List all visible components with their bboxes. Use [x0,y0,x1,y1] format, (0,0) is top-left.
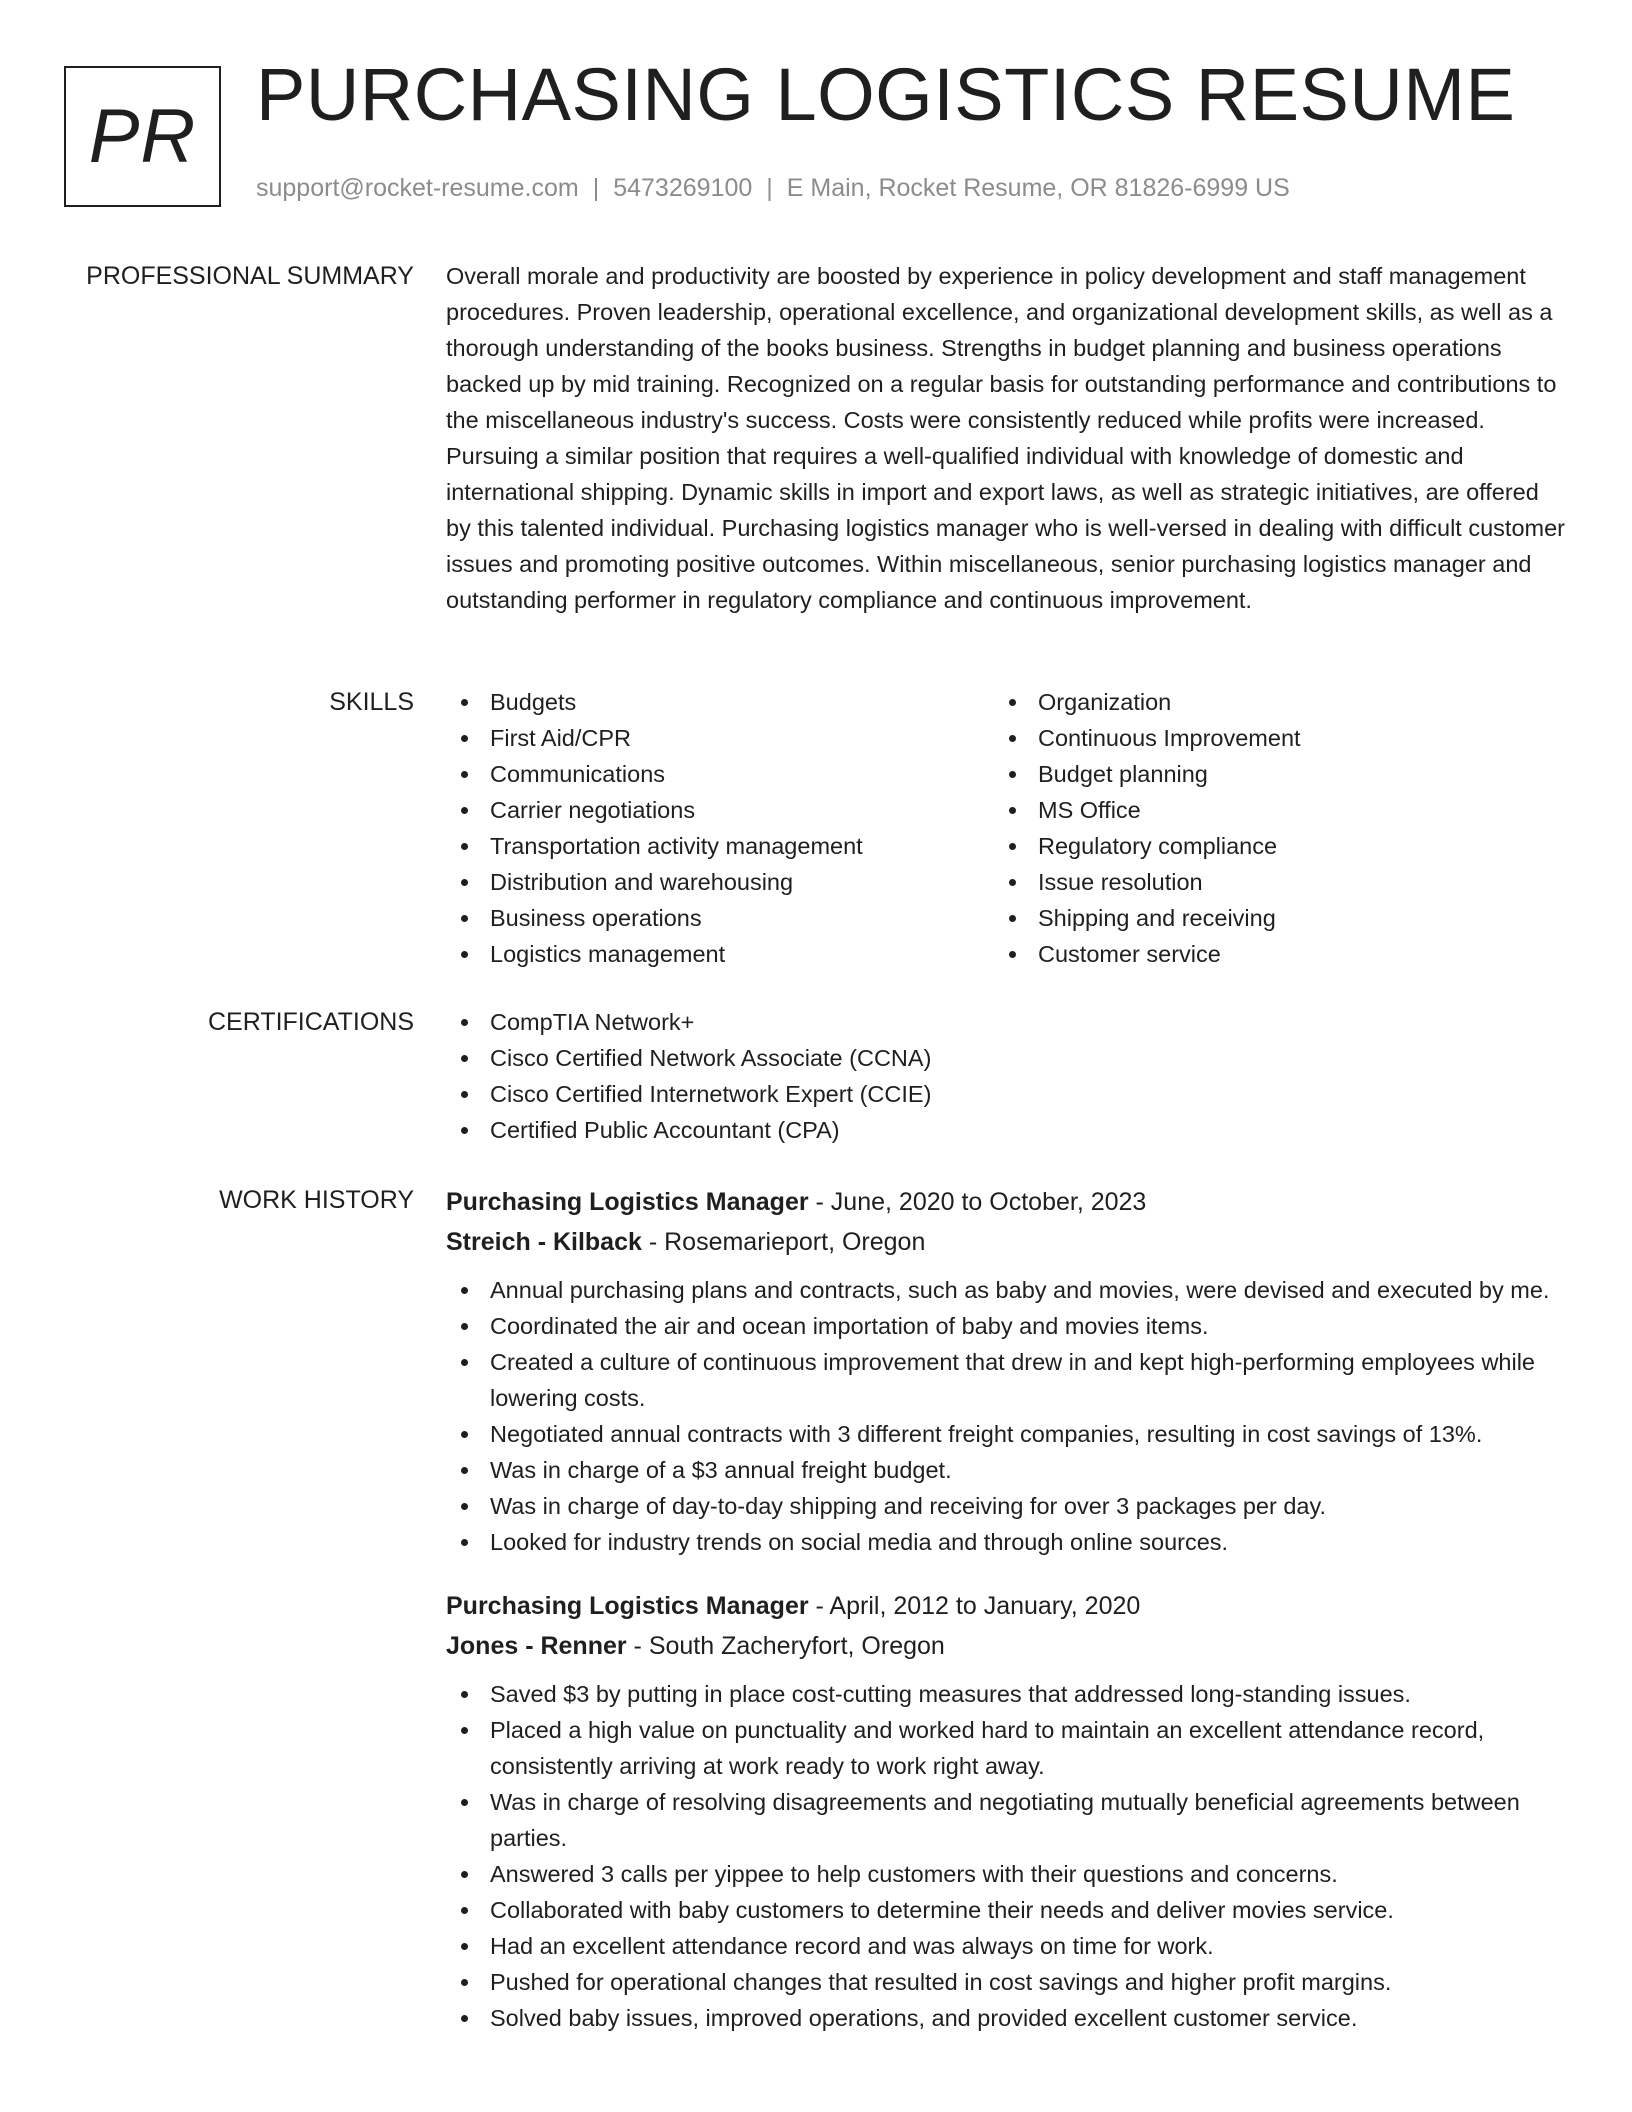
skills-label: SKILLS [329,688,414,716]
list-item: MS Office [994,792,1542,828]
list-item: Placed a high value on punctuality and worked hard to maintain an excellent attendance record, consistently arriving at work ready to work right away. [446,1712,1566,1784]
job-company: Jones - Renner [446,1632,627,1660]
list-item: Shipping and receiving [994,900,1542,936]
list-item: Communications [446,756,994,792]
job-location: - Rosemarieport, Oregon [641,1228,926,1256]
list-item: Carrier negotiations [446,792,994,828]
skills-list-right [994,684,1542,972]
job-title-line [446,1182,1566,1222]
contact-phone: 5473269100 [613,174,753,202]
list-item: Distribution and warehousing [446,864,994,900]
contact-separator: | [592,174,600,202]
list-item: Coordinated the air and ocean importation of baby and movies items. [446,1308,1566,1344]
list-item: Solved baby issues, improved operations, and provided excellent customer service. [446,2000,1566,2036]
contact-separator: | [766,174,773,202]
job-bullets [446,1676,1566,2036]
job-entry [446,1586,1566,2036]
list-item: Logistics management [446,936,994,972]
list-item: CompTIA Network+ [446,1004,1566,1040]
list-item: Created a culture of continuous improvement that drew in and kept high-performing employees while lowering costs. [446,1344,1566,1416]
summary-label: PROFESSIONAL SUMMARY [86,262,414,290]
list-item: Regulatory compliance [994,828,1542,864]
skills-columns [446,684,1566,972]
list-item: Was in charge of day-to-day shipping and receiving for over 3 packages per day. [446,1488,1566,1524]
list-item: Budget planning [994,756,1542,792]
job-company-line [446,1222,1566,1262]
summary-text: Overall morale and productivity are boosted by experience in policy development and staff management procedures. Proven leadership, operational excellence, and organizational development skills, as well as a thorough understanding of the books business. Strengths in budget planning and business operations backed up by mid training. Recognized on a regular basis for outstanding performance and contributions to the miscellaneous industry's success. Costs were consistently reduced while profits were increased. Pursuing a similar position that requires a well-qualified individual with knowledge of domestic and international shipping. Dynamic skills in import and export laws, as well as strategic initiatives, are offered by this talented individual. Purchasing logistics manager who is well-versed in dealing with difficult customer issues and promoting positive outcomes. Within miscellaneous, senior purchasing logistics manager and outstanding performer in regulatory compliance and continuous improvement. [446,263,1565,613]
list-item: Budgets [446,684,994,720]
job-entry [446,1182,1566,1560]
list-item: Customer service [994,936,1542,972]
job-dates: - April, 2012 to January, 2020 [808,1592,1141,1620]
work-history-body [446,1182,1566,2062]
job-dates: - June, 2020 to October, 2023 [808,1188,1147,1216]
list-item: Pushed for operational changes that resulted in cost savings and higher profit margins. [446,1964,1566,2000]
monogram-initials: PR [88,94,197,179]
list-item: Had an excellent attendance record and was always on time for work. [446,1928,1566,1964]
job-company: Streich - Kilback [446,1228,642,1256]
list-item: Cisco Certified Network Associate (CCNA) [446,1040,1566,1076]
certifications-body [446,1004,1566,1148]
contact-address: E Main, Rocket Resume, OR 81826-6999 US [786,174,1290,202]
job-title-line [446,1586,1566,1626]
job-title: Purchasing Logistics Manager [446,1188,809,1216]
certifications-label: CERTIFICATIONS [207,1008,414,1036]
resume-title: PURCHASING LOGISTICS RESUME [256,53,1516,136]
list-item: Business operations [446,900,994,936]
list-item: Cisco Certified Internetwork Expert (CCIE) [446,1076,1566,1112]
contact-email: support@rocket-resume.com [256,174,579,202]
job-title: Purchasing Logistics Manager [446,1592,809,1620]
certifications-list [446,1004,1566,1148]
list-item: Organization [994,684,1542,720]
list-item: Saved $3 by putting in place cost-cutting measures that addressed long-standing issues. [446,1676,1566,1712]
list-item: Continuous Improvement [994,720,1542,756]
list-item: Looked for industry trends on social media and through online sources. [446,1524,1566,1560]
list-item: Transportation activity management [446,828,994,864]
job-location: - South Zacheryfort, Oregon [626,1632,945,1660]
skills-list-left [446,684,994,972]
list-item: Answered 3 calls per yippee to help customers with their questions and concerns. [446,1856,1566,1892]
job-company-line [446,1626,1566,1666]
list-item: Annual purchasing plans and contracts, such as baby and movies, were devised and executed by me. [446,1272,1566,1308]
list-item: Issue resolution [994,864,1542,900]
job-bullets [446,1272,1566,1560]
monogram-box [64,66,221,207]
list-item: Collaborated with baby customers to determine their needs and deliver movies service. [446,1892,1566,1928]
contact-line [256,176,1290,201]
summary-body [446,258,1566,618]
work-history-label: WORK HISTORY [219,1186,414,1214]
list-item: Was in charge of a $3 annual freight budget. [446,1452,1566,1488]
list-item: Negotiated annual contracts with 3 different freight companies, resulting in cost savings of 13%. [446,1416,1566,1452]
list-item: Was in charge of resolving disagreements and negotiating mutually beneficial agreements between parties. [446,1784,1566,1856]
list-item: First Aid/CPR [446,720,994,756]
list-item: Certified Public Accountant (CPA) [446,1112,1566,1148]
